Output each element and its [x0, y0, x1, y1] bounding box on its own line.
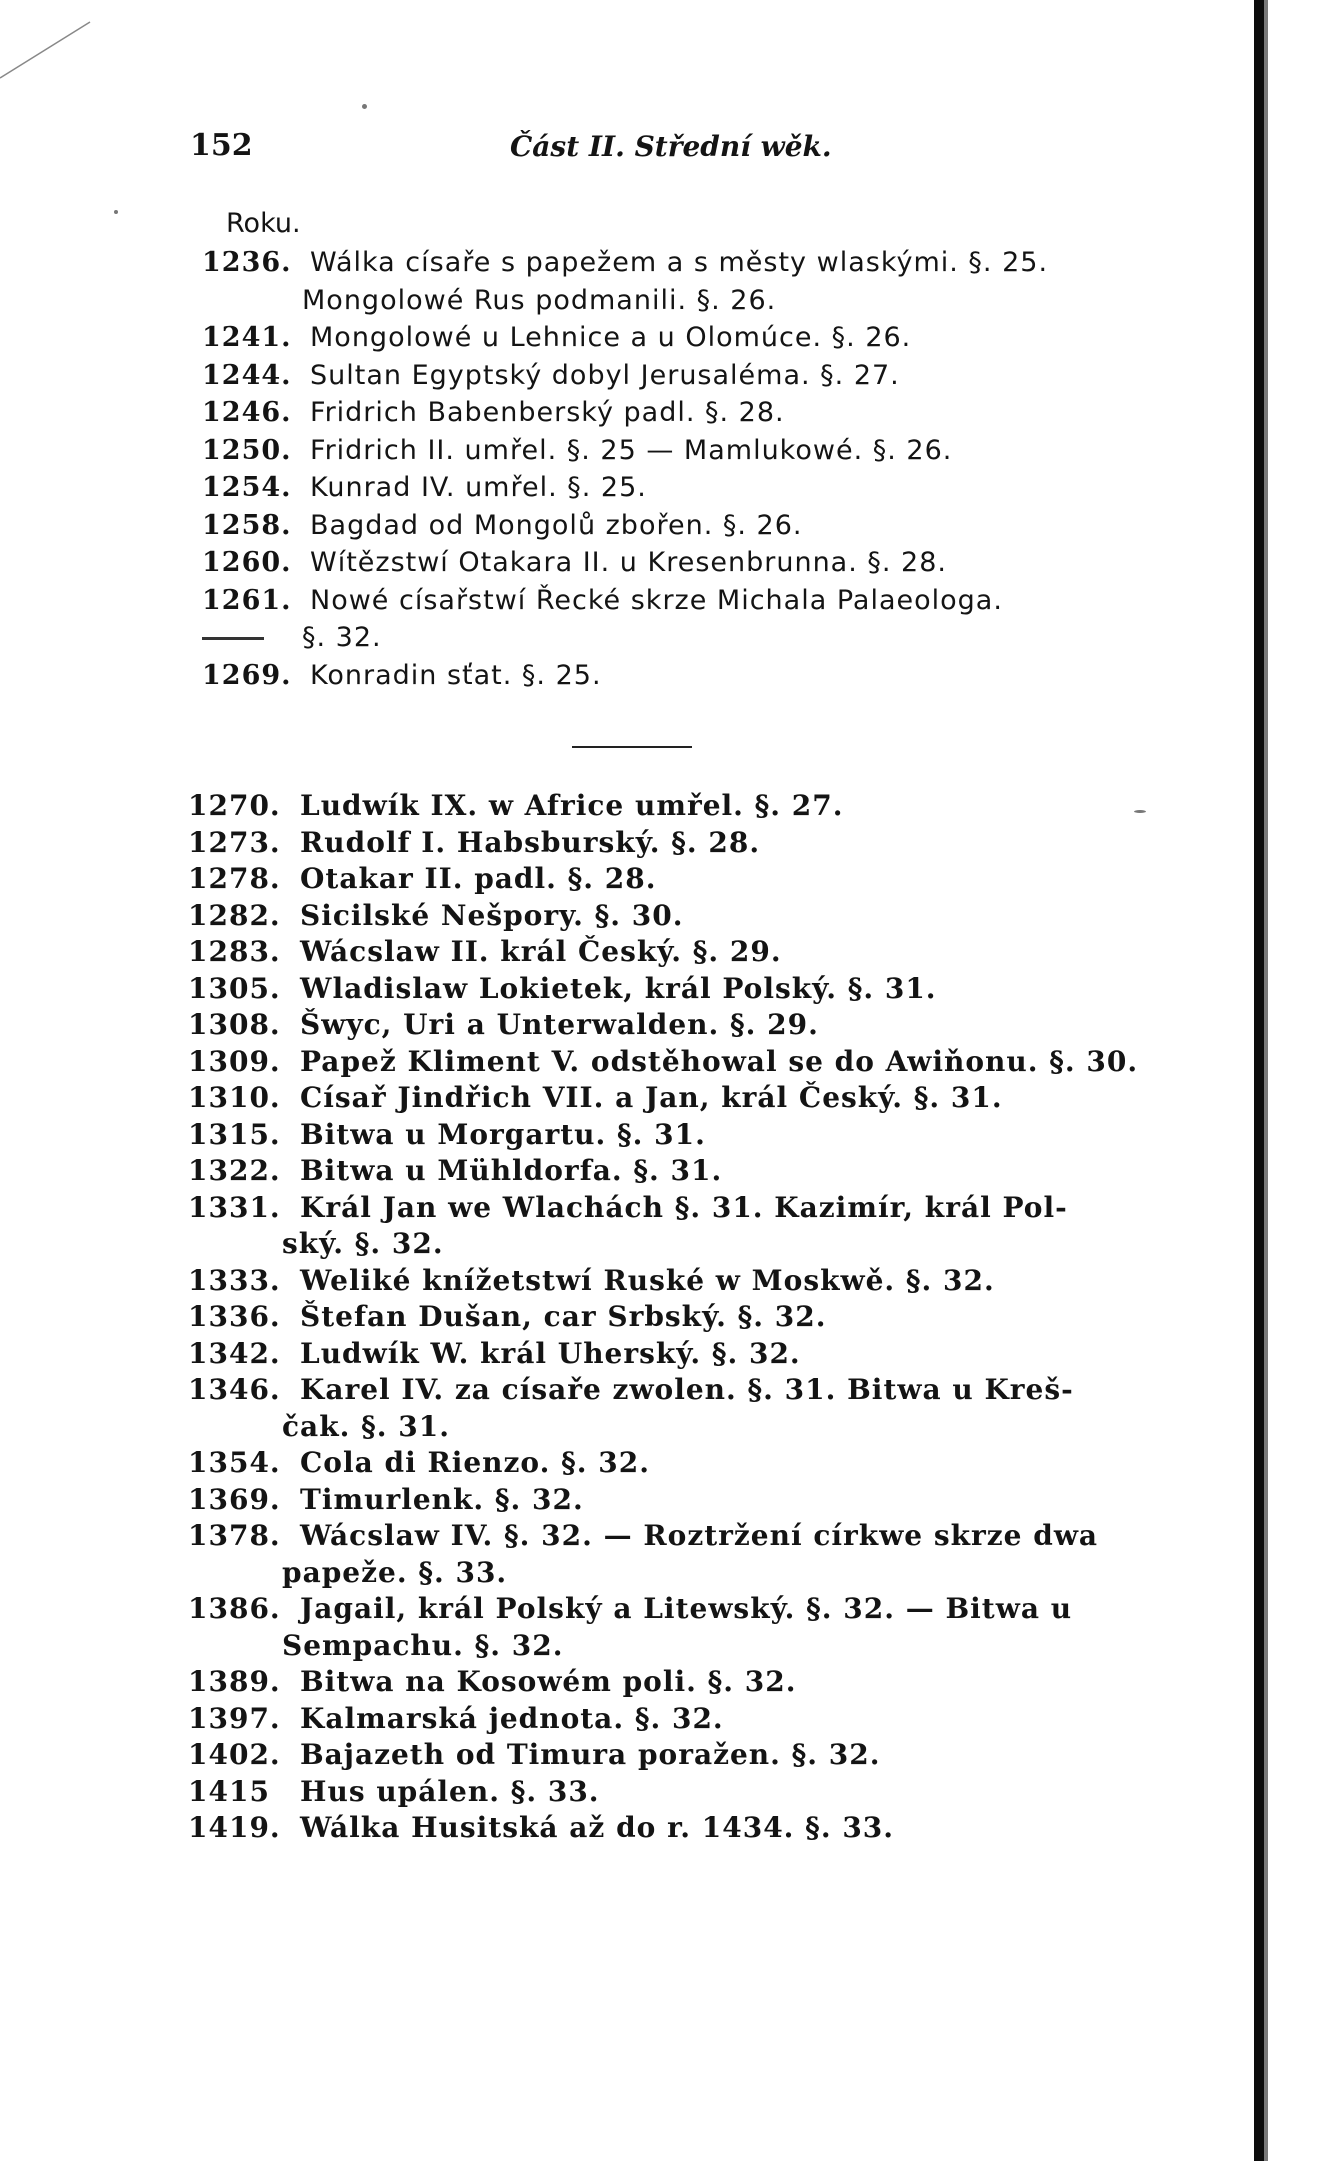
scan-speck — [362, 104, 367, 109]
entry-text: Wítězstwí Otakara II. u Kresenbrunna. §. 28. — [310, 547, 947, 578]
entry-year: 1260. — [202, 547, 292, 578]
entry-text: Bitwa u Morgartu. §. 31. — [300, 1117, 706, 1151]
entry-year: 1309. — [188, 1044, 281, 1078]
entry-text: Jagail, král Polský a Litewský. §. 32. — Bitwa u — [300, 1592, 1073, 1625]
entry-text: Wálka císaře s papežem a s městy wlaskými. §. 25. — [310, 247, 1049, 278]
entry-continuation: papeže. §. 33. — [282, 1555, 508, 1589]
scan-speck — [114, 210, 118, 214]
entry-year: 1244. — [202, 359, 292, 391]
entry-year: 1342. — [188, 1336, 281, 1370]
entry-text: Fridrich Babenberský padl. §. 28. — [310, 397, 785, 428]
entry-text: Král Jan we Wlachách §. 31. Kazimír, král Pol- — [300, 1190, 1068, 1224]
entry-year: 1236. — [202, 247, 292, 278]
entry-continuation: čak. §. 31. — [282, 1409, 450, 1443]
entry-text: Bajazeth od Timura poražen. §. 32. — [300, 1738, 881, 1771]
entry-text: Kunrad IV. umřel. §. 25. — [310, 472, 647, 503]
entry-continuation: Sempachu. §. 32. — [282, 1628, 564, 1662]
entry-year: 1278. — [188, 862, 281, 895]
entry-text: Rudolf I. Habsburský. §. 28. — [300, 825, 761, 859]
entry-text: Karel IV. za císaře zwolen. §. 31. Bitwa u Kreš- — [300, 1373, 1074, 1406]
entry-text: Kalmarská jednota. §. 32. — [300, 1701, 724, 1735]
margin-dash — [202, 637, 264, 640]
entry-continuation: ský. §. 32. — [282, 1227, 444, 1260]
entry-text: Bitwa u Mühldorfa. §. 31. — [300, 1154, 723, 1187]
entry-year: 1310. — [188, 1081, 281, 1114]
entry-year: 1261. — [202, 584, 292, 616]
entry-year: 1269. — [202, 659, 292, 691]
entry-year: 1336. — [188, 1300, 281, 1333]
entry-text: Otakar II. padl. §. 28. — [300, 862, 657, 895]
entry-text: Sicilské Nešpory. §. 30. — [300, 898, 684, 932]
entry-year: 1322. — [188, 1154, 281, 1187]
entry-continuation: §. 32. — [302, 622, 382, 653]
roku-label: Roku. — [226, 208, 301, 239]
entry-text: Cola di Rienzo. §. 32. — [300, 1446, 650, 1479]
entry-year: 1419. — [188, 1811, 281, 1844]
entry-year: 1282. — [188, 898, 281, 932]
entry-year: 1250. — [202, 434, 292, 466]
entry-year: 1397. — [188, 1701, 281, 1735]
entry-text: Mongolowé u Lehnice a u Olomúce. §. 26. — [310, 322, 912, 353]
entry-text: Wladislaw Lokietek, král Polský. §. 31. — [300, 971, 937, 1005]
entry-year: 1315. — [188, 1117, 281, 1151]
entry-continuation: Mongolowé Rus podmanili. §. 26. — [302, 284, 777, 316]
entry-text: Konradin sťat. §. 25. — [310, 659, 602, 691]
entry-year: 1386. — [188, 1592, 281, 1625]
entry-year: 1354. — [188, 1446, 281, 1479]
entry-text: Sultan Egyptský dobyl Jerusaléma. §. 27. — [310, 359, 900, 391]
binding-edge-shadow — [1264, 0, 1268, 2161]
entry-year: 1283. — [188, 935, 281, 968]
entry-text: Wácslaw IV. §. 32. — Roztržení církwe skrze dwa — [300, 1519, 1099, 1552]
entry-text: Timurlenk. §. 32. — [300, 1482, 584, 1516]
entry-year: 1305. — [188, 971, 281, 1005]
entry-year: 1258. — [202, 509, 292, 541]
binding-edge — [1254, 0, 1264, 2161]
entry-text: Šwyc, Uri a Unterwalden. §. 29. — [300, 1008, 819, 1041]
entry-year: 1331. — [188, 1190, 281, 1224]
entry-text: Štefan Dušan, car Srbský. §. 32. — [300, 1300, 827, 1333]
entry-text: Ludwík W. král Uherský. §. 32. — [300, 1336, 801, 1370]
entry-year: 1369. — [188, 1482, 281, 1516]
entry-year: 1378. — [188, 1519, 281, 1552]
scan-edge-mark — [0, 0, 120, 120]
entry-year: 1308. — [188, 1008, 281, 1041]
entry-text: Nowé císařstwí Řecké skrze Michala Palaeologa. — [310, 584, 1003, 616]
entry-year: 1273. — [188, 825, 281, 859]
entry-text: Wálka Husitská až do r. 1434. §. 33. — [300, 1811, 895, 1844]
entry-year: 1402. — [188, 1738, 281, 1771]
running-head-title: Část II. Střední wěk. — [510, 130, 832, 163]
entry-year: 1389. — [188, 1665, 281, 1698]
entry-year: 1415 — [188, 1774, 270, 1808]
entry-text: Wácslaw II. král Český. §. 29. — [300, 935, 782, 968]
page-number: 152 — [190, 128, 253, 163]
entry-text: Papež Kliment V. odstěhowal se do Awiňonu. §. 30. — [300, 1044, 1139, 1078]
entry-text: Císař Jindřich VII. a Jan, král Český. §. 31. — [300, 1081, 1003, 1114]
entry-year: 1346. — [188, 1373, 281, 1406]
running-head — [190, 128, 1190, 172]
entry-year: 1270. — [188, 789, 281, 822]
entry-year: 1241. — [202, 322, 292, 353]
entry-text: Ludwík IX. w Africe umřel. §. 27. — [300, 789, 844, 822]
scan-speck — [1134, 810, 1146, 813]
section-separator — [572, 746, 692, 748]
entry-text: Fridrich II. umřel. §. 25 — Mamlukowé. §. 26. — [310, 434, 953, 466]
entry-year: 1333. — [188, 1263, 281, 1297]
entry-year: 1246. — [202, 397, 292, 428]
entry-text: Hus upálen. §. 33. — [300, 1774, 600, 1808]
entry-text: Weliké knížetstwí Ruské w Moskwě. §. 32. — [300, 1263, 995, 1297]
entry-text: Bagdad od Mongolů zbořen. §. 26. — [310, 509, 803, 541]
entry-text: Bitwa na Kosowém poli. §. 32. — [300, 1665, 797, 1698]
entry-year: 1254. — [202, 472, 292, 503]
